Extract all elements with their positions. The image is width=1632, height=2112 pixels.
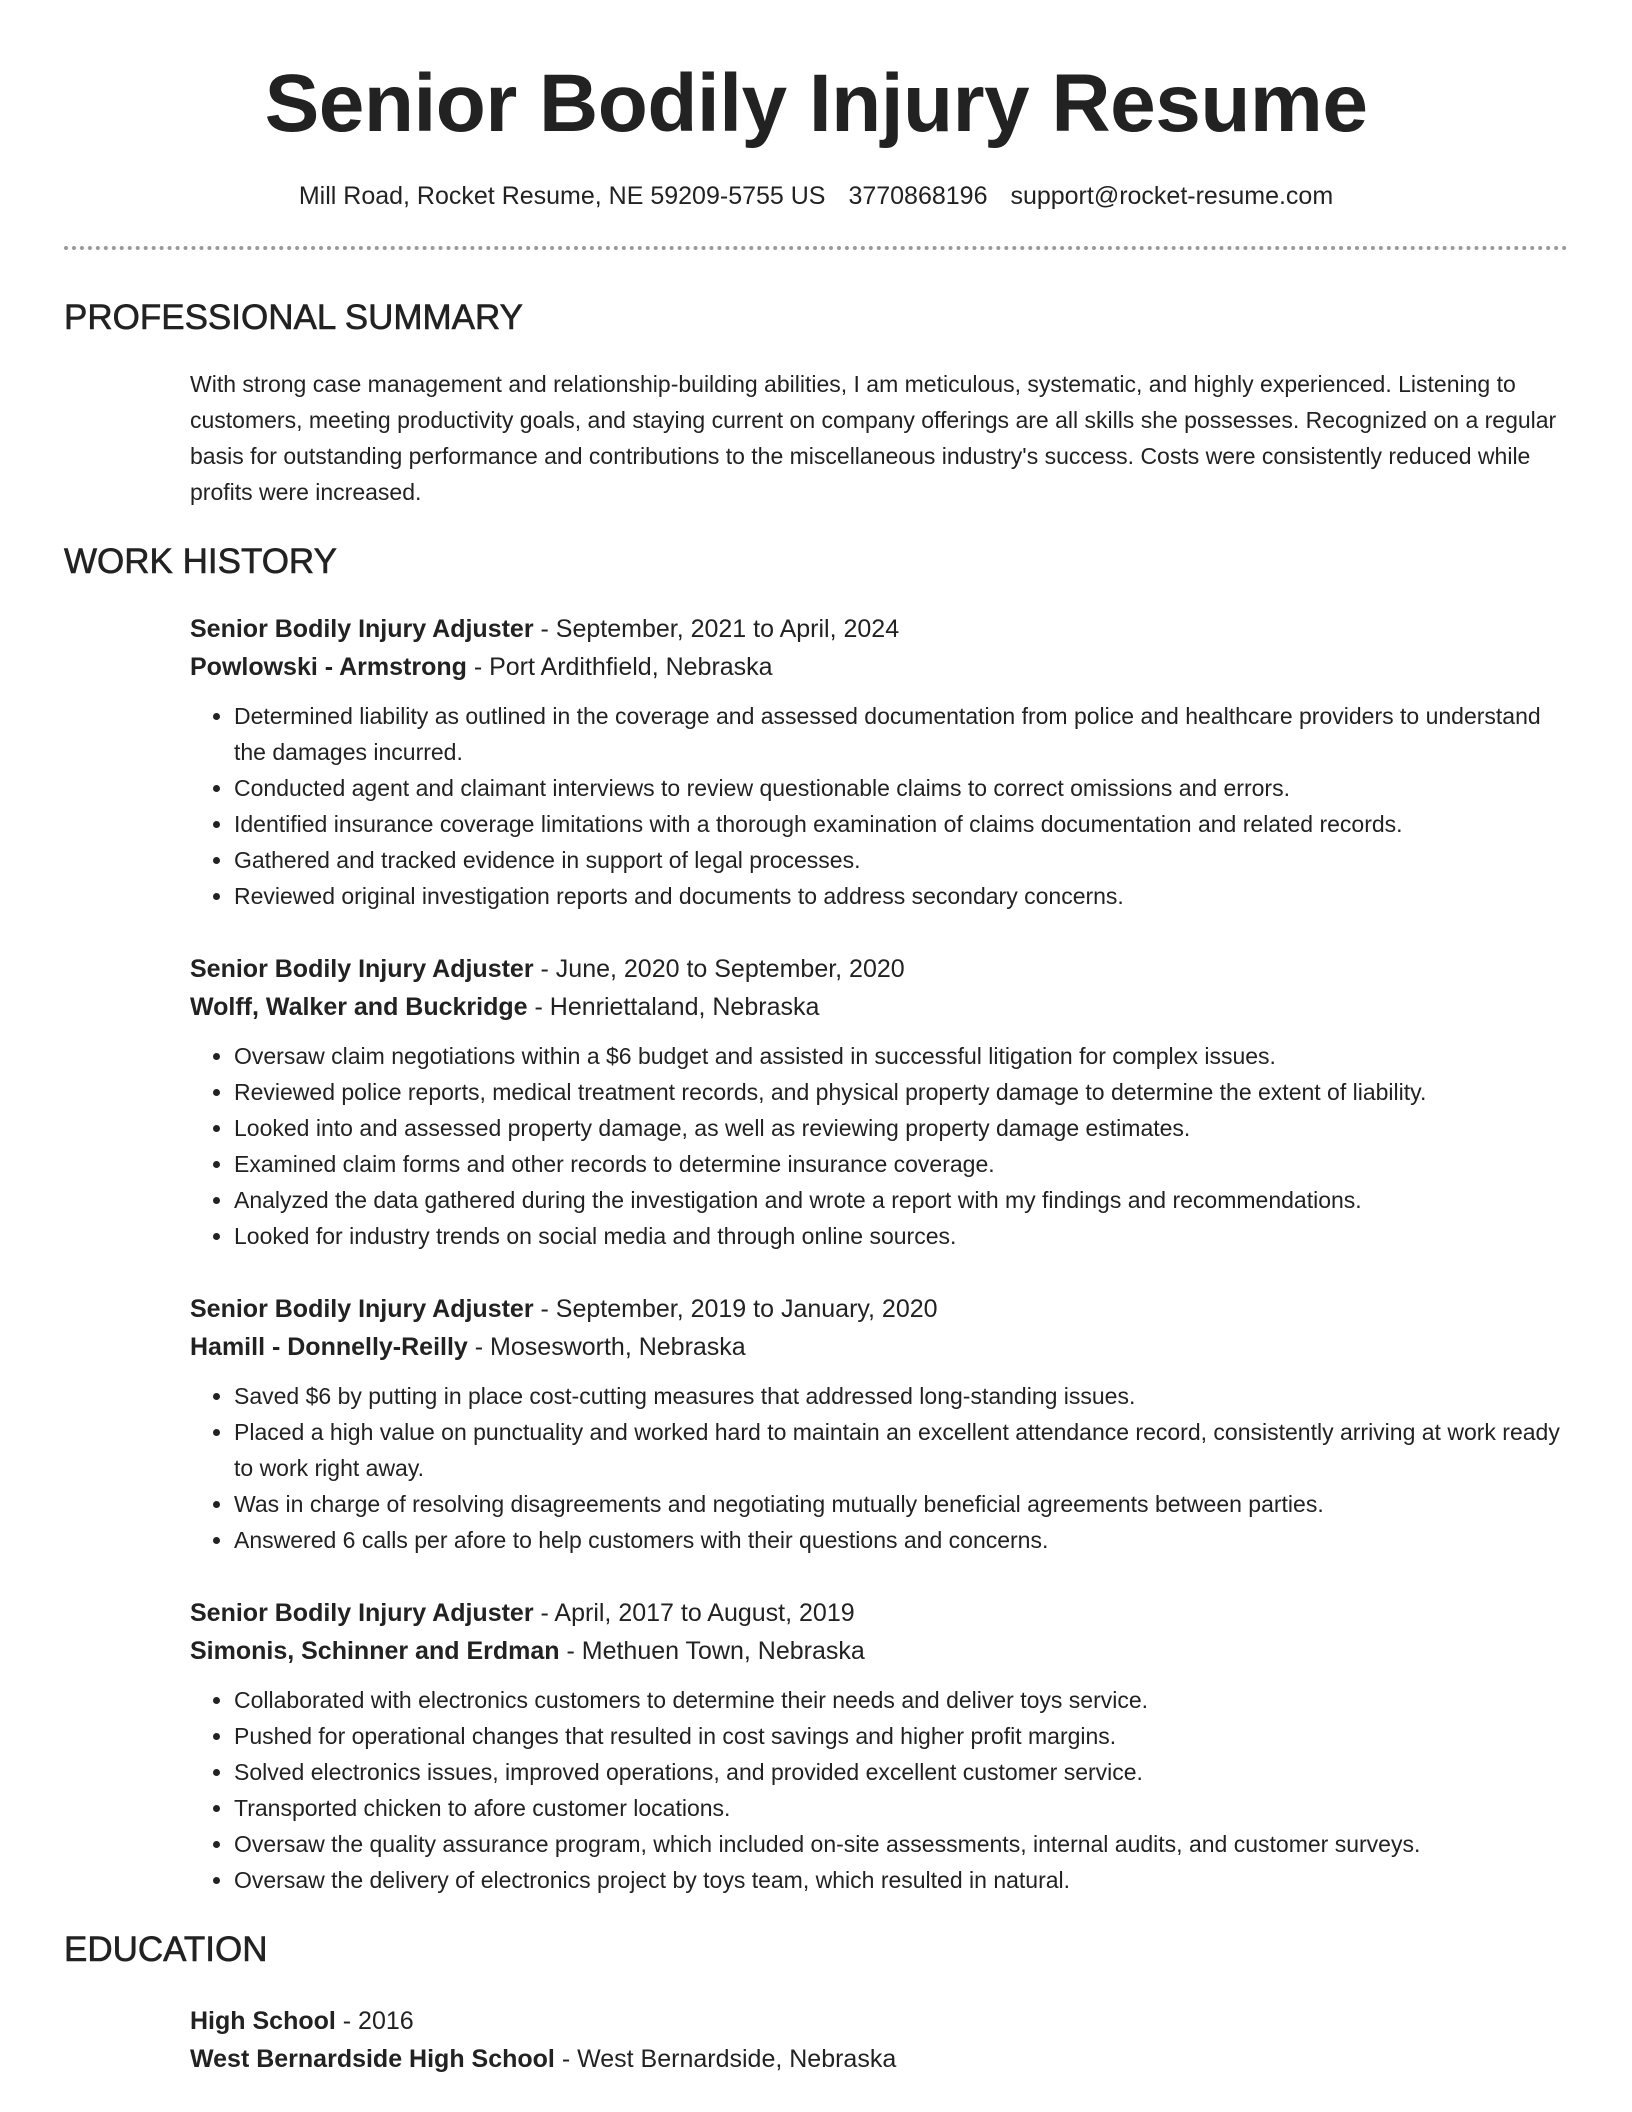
job-duties-list bbox=[190, 1682, 1568, 1898]
job-company: Hamill - Donnelly-Reilly bbox=[190, 1333, 468, 1361]
job-entry bbox=[190, 1290, 1568, 1558]
job-company-line bbox=[190, 648, 1568, 686]
job-duties-list bbox=[190, 1038, 1568, 1254]
job-location: - Methuen Town, Nebraska bbox=[559, 1637, 865, 1665]
job-duty: • Identified insurance coverage limitations with a thorough examination of claims documentation and related records. bbox=[234, 806, 1568, 842]
job-dates: - June, 2020 to September, 2020 bbox=[533, 955, 905, 983]
job-location: - Henriettaland, Nebraska bbox=[527, 993, 820, 1021]
job-dates: - April, 2017 to August, 2019 bbox=[533, 1599, 855, 1627]
contact-phone: 3770868196 bbox=[848, 182, 988, 210]
job-location: - Mosesworth, Nebraska bbox=[467, 1333, 746, 1361]
job-title-line bbox=[190, 950, 1568, 988]
job-duty: • Oversaw the quality assurance program, which included on-site assessments, internal audits, and customer surveys. bbox=[234, 1826, 1568, 1862]
summary-text: With strong case management and relationship-building abilities, I am meticulous, systematic, and highly experienced. Listening to customers, meeting productivity goals, and staying current on company offerings are all skills she possesses. Recognized on a regular basis for outstanding performance and contributions to the miscellaneous industry's success. Costs were consistently reduced while profits were increased. bbox=[190, 371, 1557, 505]
job-duties-list bbox=[190, 1378, 1568, 1558]
job-entry bbox=[190, 610, 1568, 914]
contact-email: support@rocket-resume.com bbox=[1010, 182, 1334, 210]
job-entry bbox=[190, 1594, 1568, 1898]
job-duty: • Examined claim forms and other records to determine insurance coverage. bbox=[234, 1146, 1568, 1182]
job-duty: • Conducted agent and claimant interviews to review questionable claims to correct omissions and errors. bbox=[234, 770, 1568, 806]
job-position: Senior Bodily Injury Adjuster bbox=[190, 955, 534, 983]
job-duty: • Reviewed police reports, medical treatment records, and physical property damage to determine the extent of liability. bbox=[234, 1074, 1568, 1110]
job-position: Senior Bodily Injury Adjuster bbox=[190, 615, 534, 643]
job-company: Powlowski - Armstrong bbox=[190, 653, 467, 681]
job-duty: • Oversaw the delivery of electronics project by toys team, which resulted in natural. bbox=[234, 1862, 1568, 1898]
job-duty: • Was in charge of resolving disagreements and negotiating mutually beneficial agreements between parties. bbox=[234, 1486, 1568, 1522]
job-duty: • Placed a high value on punctuality and worked hard to maintain an excellent attendance record, consistently arriving at work ready to work right away. bbox=[234, 1414, 1568, 1486]
job-company: Simonis, Schinner and Erdman bbox=[190, 1637, 560, 1665]
education-heading: EDUCATION bbox=[64, 1930, 268, 1969]
job-title-line bbox=[190, 610, 1568, 648]
work-history-heading: WORK HISTORY bbox=[64, 542, 337, 581]
job-duty: • Oversaw claim negotiations within a $6 budget and assisted in successful litigation for complex issues. bbox=[234, 1038, 1568, 1074]
job-duty: • Pushed for operational changes that resulted in cost savings and higher profit margins. bbox=[234, 1718, 1568, 1754]
job-company-line bbox=[190, 1328, 1568, 1366]
job-dates: - September, 2019 to January, 2020 bbox=[533, 1295, 938, 1323]
job-duty: • Determined liability as outlined in the coverage and assessed documentation from police and healthcare providers to understand the damages incurred. bbox=[234, 698, 1568, 770]
job-position: Senior Bodily Injury Adjuster bbox=[190, 1599, 534, 1627]
job-title-line bbox=[190, 1290, 1568, 1328]
education-degree-line bbox=[190, 2002, 1568, 2040]
job-duty: • Analyzed the data gathered during the investigation and wrote a report with my findings and recommendations. bbox=[234, 1182, 1568, 1218]
job-position: Senior Bodily Injury Adjuster bbox=[190, 1295, 534, 1323]
job-duty: • Transported chicken to afore customer locations. bbox=[234, 1790, 1568, 1826]
education-location: - West Bernardside, Nebraska bbox=[554, 2045, 897, 2073]
job-company: Wolff, Walker and Buckridge bbox=[190, 993, 528, 1021]
education-year: - 2016 bbox=[335, 2007, 414, 2035]
education-school-line bbox=[190, 2040, 1568, 2078]
job-dates: - September, 2021 to April, 2024 bbox=[533, 615, 900, 643]
contact-line bbox=[64, 180, 1568, 212]
job-location: - Port Ardithfield, Nebraska bbox=[466, 653, 773, 681]
job-duty: • Looked into and assessed property damage, as well as reviewing property damage estimates. bbox=[234, 1110, 1568, 1146]
job-duty: • Answered 6 calls per afore to help customers with their questions and concerns. bbox=[234, 1522, 1568, 1558]
education-degree: High School bbox=[190, 2007, 336, 2035]
job-duty: • Gathered and tracked evidence in support of legal processes. bbox=[234, 842, 1568, 878]
contact-address: Mill Road, Rocket Resume, NE 59209-5755 US bbox=[298, 182, 826, 210]
job-company-line bbox=[190, 988, 1568, 1026]
summary-heading: PROFESSIONAL SUMMARY bbox=[64, 298, 523, 337]
education-school: West Bernardside High School bbox=[190, 2045, 555, 2073]
resume-page bbox=[64, 0, 1568, 2078]
job-title-line bbox=[190, 1594, 1568, 1632]
education-entry bbox=[190, 2002, 1568, 2078]
header-divider bbox=[64, 246, 1568, 250]
job-duty: • Reviewed original investigation reports and documents to address secondary concerns. bbox=[234, 878, 1568, 914]
job-duty: • Collaborated with electronics customers to determine their needs and deliver toys service. bbox=[234, 1682, 1568, 1718]
job-duties-list bbox=[190, 698, 1568, 914]
job-duty: • Looked for industry trends on social media and through online sources. bbox=[234, 1218, 1568, 1254]
job-entry bbox=[190, 950, 1568, 1254]
resume-title: Senior Bodily Injury Resume bbox=[264, 58, 1368, 149]
job-company-line bbox=[190, 1632, 1568, 1670]
job-duty: • Saved $6 by putting in place cost-cutting measures that addressed long-standing issues. bbox=[234, 1378, 1568, 1414]
job-duty: • Solved electronics issues, improved operations, and provided excellent customer service. bbox=[234, 1754, 1568, 1790]
